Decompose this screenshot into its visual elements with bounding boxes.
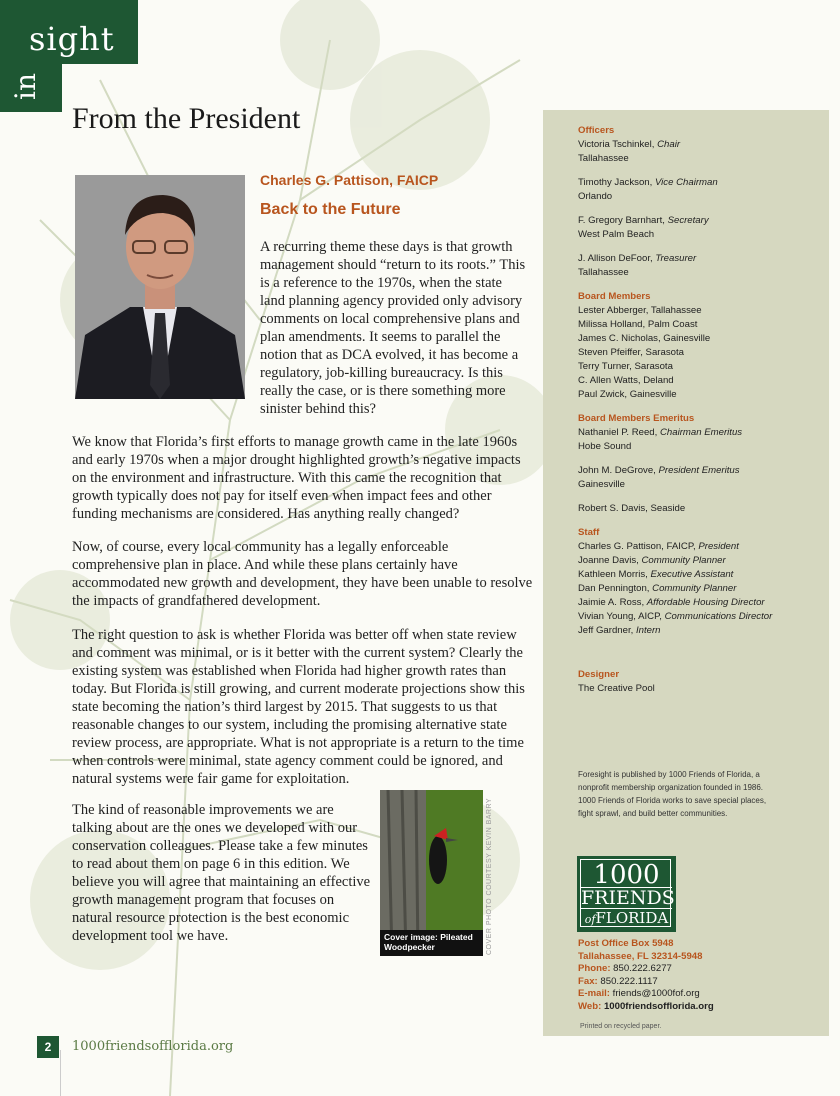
- staff-entry: [578, 540, 818, 554]
- cover-caption: Cover image: Pileated Woodpecker: [380, 930, 483, 956]
- officer-role: Vice Chairman: [654, 177, 718, 188]
- page-number: 2: [37, 1036, 59, 1058]
- board-member: Lester Abberger, Tallahassee: [578, 305, 702, 316]
- officer-entry: [578, 138, 818, 152]
- logo-fl-text: FLORIDA: [595, 909, 669, 927]
- article-paragraph: The right question to ask is whether Florida was better off when state review and comment was minimal, or is it better with the current system? Clearly the existing system was established when Florida had higher growth rates than today. But Florida is still growing, and current moderate projections show this state becoming the nation’s third largest by 2015. That suggests to us that reasonable changes to our system, including the promising alternative state review process, are appropriate. What is not appropriate is a return to the time when controls were minimal, state agency comment could be ignored, and natural systems were fair game for exploitation.: [72, 627, 525, 787]
- contact-info: [578, 938, 714, 1013]
- masthead: [578, 124, 818, 820]
- staff-entry: [578, 596, 818, 610]
- article-paragraph: Now, of course, every local community has a legally enforceable comprehensive plan in place. And while these plans certainly have accommodated new growth and development, they have been unable to resolve the impacts of grandfathered development.: [72, 539, 533, 609]
- email-link[interactable]: friends@1000fof.org: [610, 988, 700, 999]
- staff-entry: [578, 624, 818, 638]
- emeritus-heading: Board Members Emeritus: [578, 413, 695, 424]
- staff-name: Jeff Gardner,: [578, 625, 636, 636]
- logo-friends: FRIENDS: [581, 887, 675, 909]
- fax-value: 850.222.1117: [597, 975, 658, 987]
- officer-city: West Palm Beach: [578, 229, 655, 240]
- emeritus-entry: [578, 426, 818, 440]
- phone-value: 850.222.6277: [610, 963, 672, 974]
- staff-name: Kathleen Morris,: [578, 569, 651, 580]
- president-portrait: [75, 175, 245, 399]
- article-headline: Back to the Future: [260, 201, 401, 218]
- emeritus-role: Chairman Emeritus: [659, 427, 743, 438]
- officer-name: J. Allison DeFoor,: [578, 253, 656, 264]
- emeritus-role: President Emeritus: [658, 465, 740, 476]
- phone-line: [578, 963, 714, 976]
- staff-role: Community Planner: [641, 555, 726, 566]
- fax-label: Fax:: [578, 975, 598, 987]
- web-link[interactable]: 1000friendsofflorida.org: [601, 1000, 714, 1012]
- author-byline: Charles G. Pattison, FAICP: [260, 172, 439, 188]
- officer-name: Timothy Jackson,: [578, 177, 655, 188]
- officer-name: Victoria Tschinkel,: [578, 139, 658, 150]
- page-title: From the President: [72, 102, 301, 135]
- staff-role: Community Planner: [652, 583, 737, 594]
- staff-heading: Staff: [578, 527, 600, 538]
- staff-role: Executive Assistant: [650, 569, 734, 580]
- officer-role: Chair: [657, 139, 681, 150]
- logo-of: of: [584, 913, 596, 926]
- staff-entry: [578, 568, 818, 582]
- article-paragraph: We know that Florida’s first efforts to manage growth came in the late 1960s and early 1970s when a major drought highlighted growth’s negative impacts on the environment and infrastructure. With this came the recognition that growth typically does not pay for itself even when impact fees and other funding mechanisms are considered. Has anything really changed?: [72, 434, 521, 522]
- officer-name: F. Gregory Barnhart,: [578, 215, 668, 226]
- officer-city: Tallahassee: [578, 267, 629, 278]
- designer-heading: Designer: [578, 669, 620, 680]
- officer-city: Tallahassee: [578, 153, 629, 164]
- logo-number: 1000: [593, 860, 660, 890]
- email-label: E-mail:: [578, 988, 610, 999]
- web-label: Web:: [578, 1000, 602, 1012]
- emeritus-entry: Robert S. Davis, Seaside: [578, 503, 686, 514]
- mailing-city: Tallahassee, FL 32314-5948: [578, 950, 703, 962]
- logo-florida: [581, 908, 672, 929]
- portrait-illustration: [75, 175, 245, 399]
- insight-logo-sight: sight: [29, 20, 115, 58]
- staff-name: Jaimie A. Ross,: [578, 597, 647, 608]
- officer-entry: [578, 176, 818, 190]
- staff-name: Dan Pennington,: [578, 583, 653, 594]
- recycled-note: Printed on recycled paper.: [580, 1023, 662, 1030]
- emeritus-city: Gainesville: [578, 479, 625, 490]
- officer-role: Secretary: [667, 215, 709, 226]
- staff-role: Intern: [635, 625, 661, 636]
- emeritus-name: Nathaniel P. Reed,: [578, 427, 660, 438]
- officers-heading: Officers: [578, 125, 615, 136]
- officer-role: Treasurer: [655, 253, 697, 264]
- footer-divider: [60, 1050, 61, 1096]
- officer-city: Orlando: [578, 191, 613, 202]
- web-line: [578, 1001, 714, 1014]
- staff-entry: [578, 582, 818, 596]
- board-member: C. Allen Watts, Deland: [578, 375, 674, 386]
- designer-name: The Creative Pool: [578, 683, 655, 694]
- staff-name: Joanne Davis,: [578, 555, 642, 566]
- emeritus-entry: [578, 464, 818, 478]
- staff-role: Affordable Housing Director: [646, 597, 765, 608]
- board-member: Paul Zwick, Gainesville: [578, 389, 677, 400]
- staff-entry: [578, 610, 818, 624]
- board-member: Milissa Holland, Palm Coast: [578, 319, 698, 330]
- photo-credit: COVER PHOTO COURTESY KEVIN BARRY: [486, 797, 493, 955]
- officer-entry: [578, 214, 818, 228]
- friends-of-florida-logo: [577, 856, 676, 932]
- staff-role: President: [698, 541, 739, 552]
- emeritus-name: John M. DeGrove,: [578, 465, 659, 476]
- board-member: James C. Nicholas, Gainesville: [578, 333, 711, 344]
- fax-line: [578, 976, 714, 989]
- article-paragraph: The kind of reasonable improvements we are talking about are the ones we developed with our conservation colleagues. Please take a few minutes to read about them on page 6 in this edition. We believe you will agree that maintaining an effective growth management program that focuses on natural resource protection is the best economic development tool we have.: [72, 802, 371, 944]
- po-box: Post Office Box 5948: [578, 938, 674, 949]
- footer-website[interactable]: 1000friendsofflorida.org: [72, 1039, 234, 1054]
- staff-role: Communications Director: [664, 611, 773, 622]
- board-heading: Board Members: [578, 291, 651, 302]
- insight-logo-in: in: [9, 73, 42, 100]
- board-member: Terry Turner, Sarasota: [578, 361, 673, 372]
- staff-name: Charles G. Pattison, FAICP,: [578, 541, 699, 552]
- article-intro: A recurring theme these days is that growth management should “return to its roots.” This is a reference to the 1970s, when the state land planning agency provided only advisory comments on local comprehensive plans and plan amendments. It seems to parallel the notion that as DCA evolved, it has become a regulatory, job-killing bureaucracy. Is this really the case, or is there something more sinister behind this?: [260, 239, 526, 417]
- officer-entry: [578, 252, 818, 266]
- email-line: [578, 988, 714, 1001]
- board-member: Steven Pfeiffer, Sarasota: [578, 347, 684, 358]
- staff-entry: [578, 554, 818, 568]
- staff-name: Vivian Young, AICP,: [578, 611, 665, 622]
- phone-label: Phone:: [578, 963, 611, 974]
- publisher-blurb: Foresight is published by 1000 Friends of Florida, a nonprofit membership organization founded in 1986. 1000 Friends of Florida works to save special places, fight sprawl, and build better communities.: [578, 770, 767, 818]
- emeritus-city: Hobe Sound: [578, 441, 632, 452]
